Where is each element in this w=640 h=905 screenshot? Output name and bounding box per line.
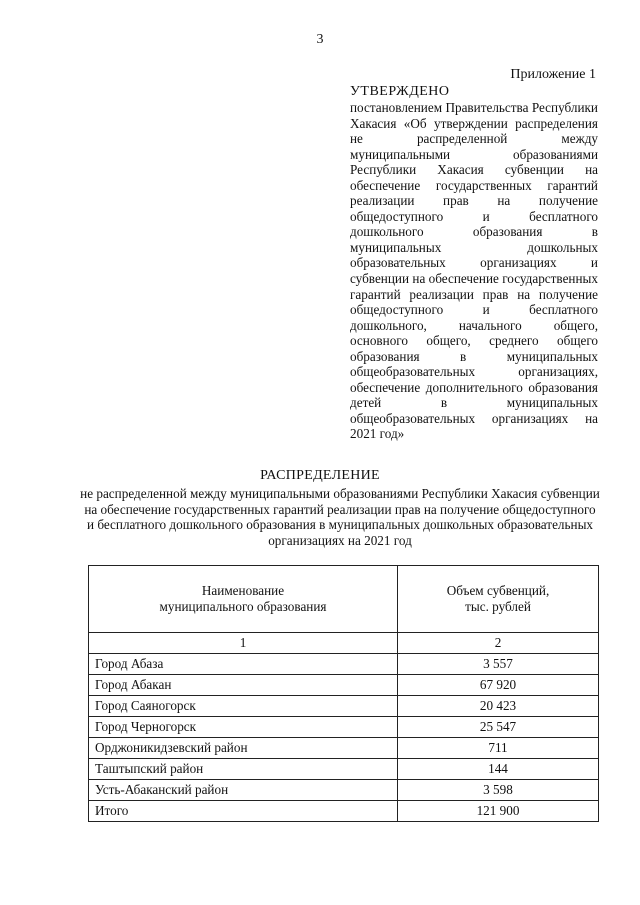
- subvention-amount: 25 547: [398, 717, 599, 738]
- table-row: [89, 738, 599, 759]
- approval-text: постановлением Правительства Республики Хакасия «Об утверждении распределения не распределенной между муниципальными образованиями Республики Хакасия субвенции на обеспечение государственных гарантий реализации прав на получение общедоступного и бесплатного дошкольного образования в муниципальных дошкольных образовательных организациях и субвенции на обеспечение государственных гарантий реализации прав на получение общедоступного и бесплатного дошкольного, начального общего, основного общего, среднего общего образования в муниципальных общеобразовательных организациях, обеспечение дополнительного образования детей в муниципальных общеобразовательных организациях на 2021 год»: [350, 100, 598, 442]
- subvention-amount: 3 557: [398, 654, 599, 675]
- table-row: [89, 696, 599, 717]
- page-number: 3: [316, 32, 324, 47]
- appendix-label: Приложение 1: [510, 67, 596, 82]
- municipality-name: Город Черногорск: [89, 717, 398, 738]
- distribution-table: [88, 565, 599, 822]
- header-municipality: [89, 566, 398, 633]
- municipality-name: Усть-Абаканский район: [89, 780, 398, 801]
- column-number: 2: [398, 633, 599, 654]
- subvention-amount: 67 920: [398, 675, 599, 696]
- table-header-row: [89, 566, 599, 633]
- header-municipality-line1: Наименование: [201, 583, 285, 598]
- municipality-name: Город Абаза: [89, 654, 398, 675]
- column-number: 1: [89, 633, 398, 654]
- document-title: РАСПРЕДЕЛЕНИЕ: [260, 468, 380, 483]
- total-row: [89, 801, 599, 822]
- approval-block: [350, 84, 598, 442]
- header-municipality-line2: муниципального образования: [159, 599, 327, 614]
- municipality-name: Город Абакан: [89, 675, 398, 696]
- table-row: [89, 717, 599, 738]
- column-number-row: [89, 633, 599, 654]
- header-amount-line2: тыс. рублей: [465, 599, 531, 614]
- municipality-name: Таштыпский район: [89, 759, 398, 780]
- table-row: [89, 759, 599, 780]
- subvention-amount: 3 598: [398, 780, 599, 801]
- total-amount: 121 900: [398, 801, 599, 822]
- municipality-name: Город Саяногорск: [89, 696, 398, 717]
- total-label: Итого: [89, 801, 398, 822]
- header-amount: [398, 566, 599, 633]
- document-subtitle: не распределенной между муниципальными образованиями Республики Хакасия субвенции на обеспечение государственных гарантий реализации прав на получение общедоступного и бесплатного дошкольного образования в муниципальных дошкольных образовательных организациях на 2021 год: [80, 486, 600, 548]
- municipality-name: Орджоникидзевский район: [89, 738, 398, 759]
- subvention-amount: 711: [398, 738, 599, 759]
- header-amount-line1: Объем субвенций,: [446, 583, 550, 598]
- table-row: [89, 654, 599, 675]
- approval-title: УТВЕРЖДЕНО: [350, 84, 450, 99]
- subvention-amount: 20 423: [398, 696, 599, 717]
- subvention-amount: 144: [398, 759, 599, 780]
- table-row: [89, 675, 599, 696]
- table-row: [89, 780, 599, 801]
